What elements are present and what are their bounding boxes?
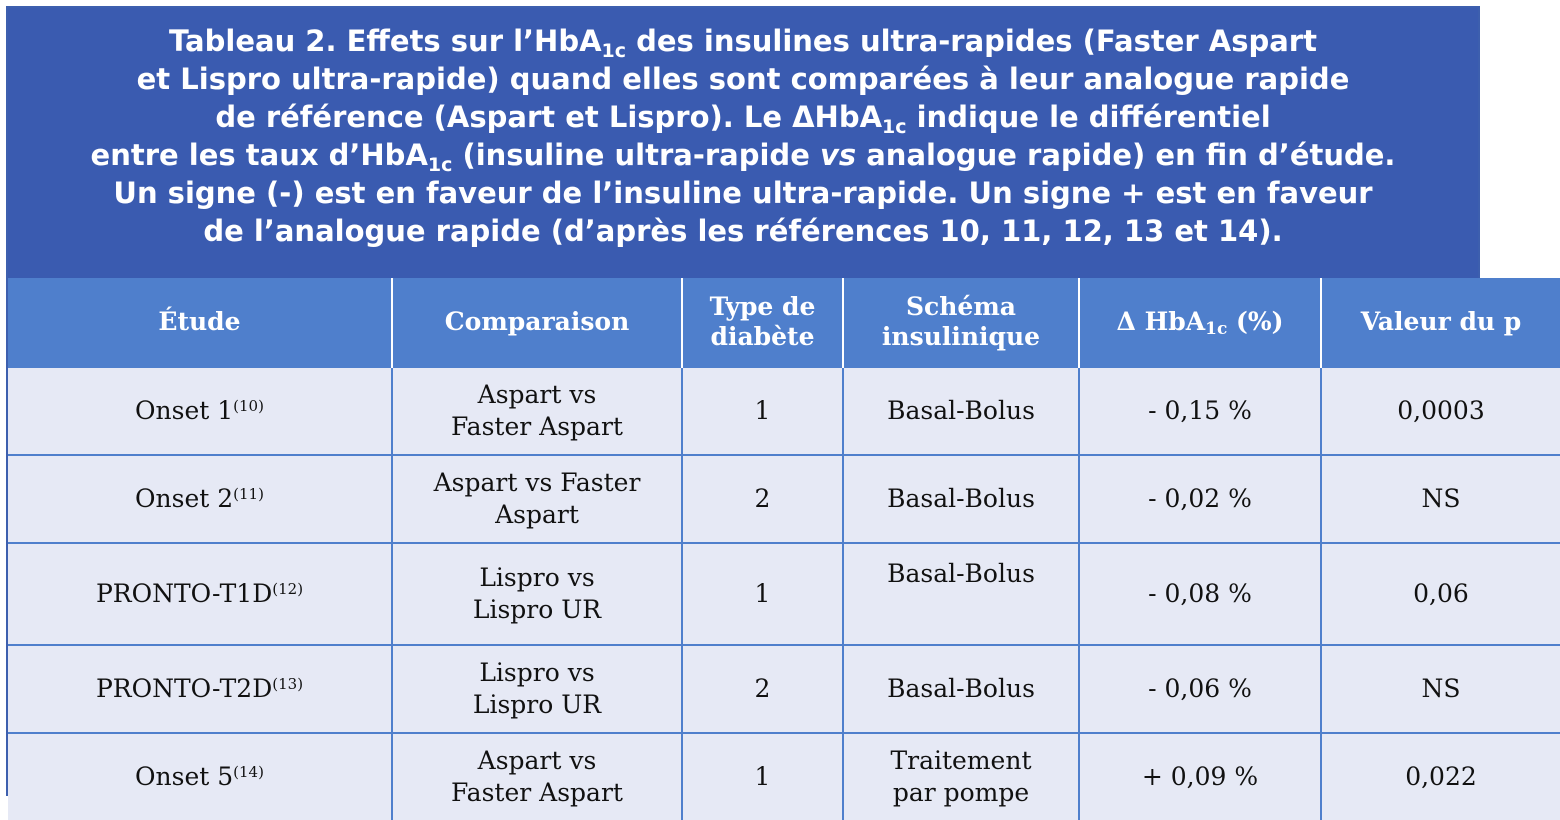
cell-schema xyxy=(843,367,1079,455)
cell-delta: + 0,09 % xyxy=(1079,733,1321,820)
cell-comparaison xyxy=(392,733,682,820)
schema-text: Traitement xyxy=(890,746,1032,775)
table-caption xyxy=(8,8,1478,278)
table-row xyxy=(8,367,1560,455)
study-name: PRONTO-T1D xyxy=(95,579,273,608)
table-row xyxy=(8,455,1560,543)
cell-p-value: 0,022 xyxy=(1321,733,1560,820)
table-frame xyxy=(6,6,1522,807)
header-text: Δ HbA xyxy=(1116,307,1206,336)
header-type-diabete xyxy=(682,278,843,367)
comparison-text: Aspart xyxy=(495,500,579,529)
table-row xyxy=(8,645,1560,733)
header-text: diabète xyxy=(710,322,815,351)
caption-subscript: 1c xyxy=(601,40,627,62)
cell-schema xyxy=(843,455,1079,543)
header-etude: Étude xyxy=(8,278,392,367)
cell-delta: - 0,06 % xyxy=(1079,645,1321,733)
reference-number: (14) xyxy=(233,763,264,781)
study-name: Onset 5 xyxy=(135,762,234,791)
reference-number: (11) xyxy=(233,485,264,503)
cell-comparaison xyxy=(392,455,682,543)
cell-type: 1 xyxy=(682,733,843,820)
caption-text: Tableau 2. Effets sur l’HbA xyxy=(169,24,602,58)
caption-line-1 xyxy=(8,22,1478,60)
cell-comparaison xyxy=(392,645,682,733)
comparison-text: Lispro UR xyxy=(472,690,602,719)
caption-text: de référence (Aspart et Lispro). Le ΔHbA xyxy=(215,100,883,134)
header-text: Type de xyxy=(709,292,816,321)
cell-etude xyxy=(8,543,392,645)
header-p-value: Valeur du p xyxy=(1321,278,1560,367)
schema-text: Basal-Bolus xyxy=(887,674,1035,703)
schema-text: Basal-Bolus xyxy=(887,484,1035,513)
caption-text: des insulines ultra-rapides (Faster Aspart xyxy=(626,24,1317,58)
header-row xyxy=(8,278,1560,367)
cell-type: 2 xyxy=(682,455,843,543)
cell-p-value: NS xyxy=(1321,455,1560,543)
caption-line-2: et Lispro ultra-rapide) quand elles sont comparées à leur analogue rapide xyxy=(136,62,1350,96)
study-name: PRONTO-T2D xyxy=(95,674,273,703)
comparison-text: Lispro UR xyxy=(472,595,602,624)
comparison-text: Faster Aspart xyxy=(451,778,623,807)
header-text: Schéma xyxy=(905,292,1016,321)
cell-delta: - 0,08 % xyxy=(1079,543,1321,645)
cell-comparaison xyxy=(392,367,682,455)
cell-etude xyxy=(8,367,392,455)
table-row xyxy=(8,543,1560,645)
caption-line-5: Un signe (-) est en faveur de l’insuline ultra-rapide. Un signe + est en faveur xyxy=(113,176,1373,210)
header-comparaison: Comparaison xyxy=(392,278,682,367)
comparison-text: Aspart vs xyxy=(477,746,597,775)
cell-p-value: 0,0003 xyxy=(1321,367,1560,455)
cell-type: 2 xyxy=(682,645,843,733)
schema-text: Basal-Bolus xyxy=(887,396,1035,425)
header-text: insulinique xyxy=(881,322,1041,351)
header-delta-hba1c xyxy=(1079,278,1321,367)
comparison-text: Lispro vs xyxy=(479,563,595,592)
cell-delta: - 0,15 % xyxy=(1079,367,1321,455)
table-row xyxy=(8,733,1560,820)
header-subscript: 1c xyxy=(1205,319,1228,339)
caption-text: (insuline ultra-rapide xyxy=(452,138,820,172)
cell-etude xyxy=(8,455,392,543)
caption-line-6: de l’analogue rapide (d’après les références 10, 11, 12, 13 et 14). xyxy=(203,214,1283,248)
comparison-text: Aspart vs Faster xyxy=(433,468,641,497)
caption-italic-vs: vs xyxy=(819,138,857,172)
study-name: Onset 2 xyxy=(135,484,234,513)
caption-text: indique le différentiel xyxy=(906,100,1271,134)
results-table xyxy=(8,278,1560,820)
reference-number: (13) xyxy=(272,675,304,693)
cell-type: 1 xyxy=(682,367,843,455)
header-schema xyxy=(843,278,1079,367)
schema-text: par pompe xyxy=(892,778,1030,807)
cell-schema xyxy=(843,733,1079,820)
caption-text: analogue rapide) en fin d’étude. xyxy=(856,138,1396,172)
cell-delta: - 0,02 % xyxy=(1079,455,1321,543)
cell-schema xyxy=(843,543,1079,645)
cell-schema xyxy=(843,645,1079,733)
cell-etude xyxy=(8,733,392,820)
comparison-text: Aspart vs xyxy=(477,380,597,409)
study-name: Onset 1 xyxy=(135,396,234,425)
caption-text: entre les taux d’HbA xyxy=(90,138,428,172)
comparison-text: Faster Aspart xyxy=(451,412,623,441)
caption-line-3 xyxy=(8,98,1478,136)
cell-p-value: NS xyxy=(1321,645,1560,733)
caption-subscript: 1c xyxy=(882,116,907,138)
reference-number: (10) xyxy=(233,397,264,415)
schema-text: Basal-Bolus xyxy=(887,559,1035,588)
caption-line-4 xyxy=(8,136,1478,174)
cell-p-value: 0,06 xyxy=(1321,543,1560,645)
cell-type: 1 xyxy=(682,543,843,645)
caption-subscript: 1c xyxy=(427,154,453,176)
cell-comparaison xyxy=(392,543,682,645)
comparison-text: Lispro vs xyxy=(479,658,595,687)
cell-etude xyxy=(8,645,392,733)
header-text: (%) xyxy=(1227,307,1284,336)
reference-number: (12) xyxy=(272,580,304,598)
